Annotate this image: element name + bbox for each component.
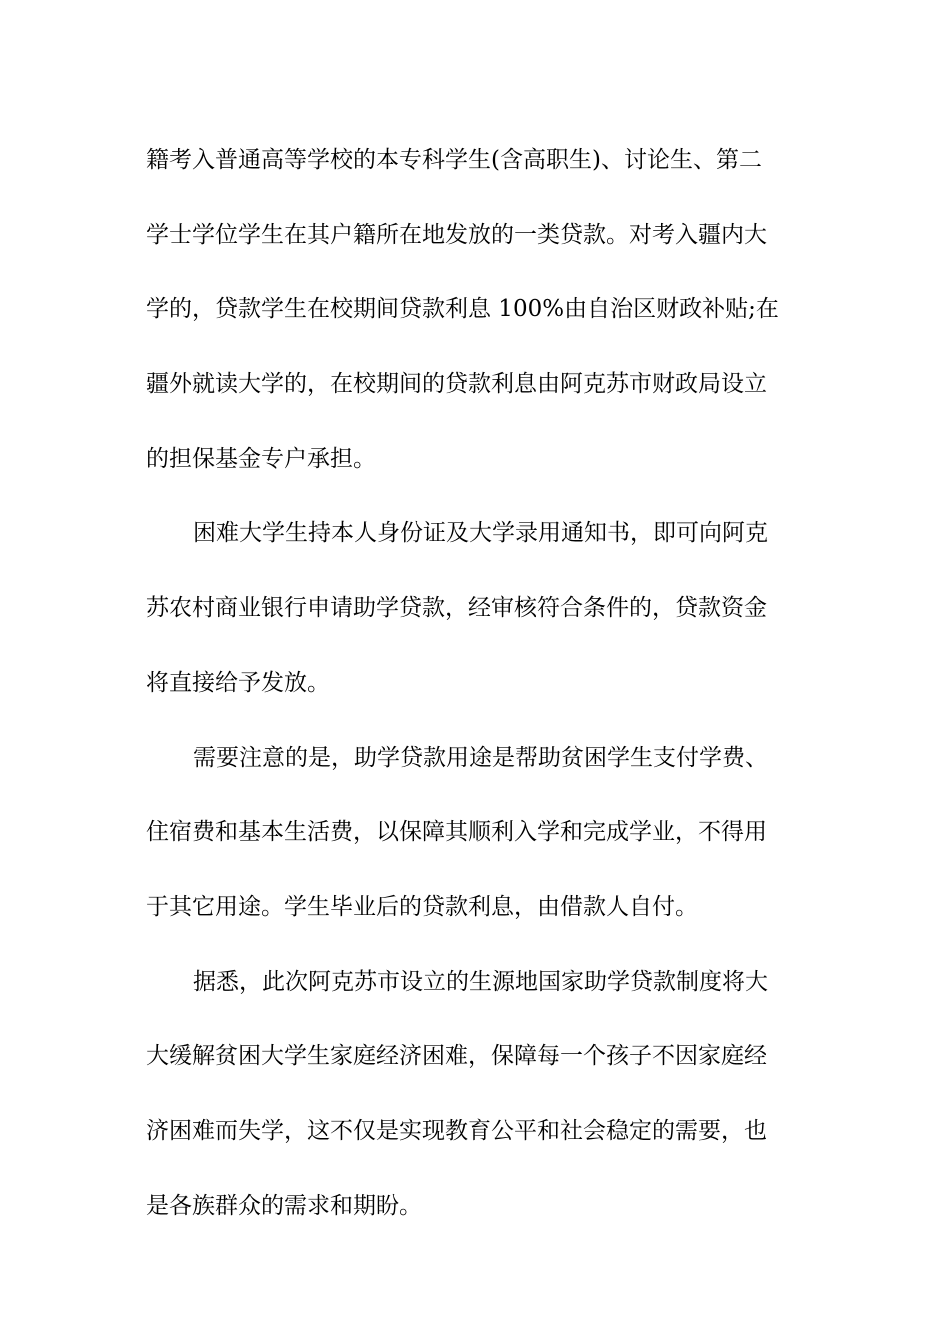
text-line: 苏农村商业银行申请助学贷款，经审核符合条件的，贷款资金	[146, 595, 767, 622]
text-line: 济困难而失学，这不仅是实现教育公平和社会稳定的需要，也	[146, 1117, 767, 1144]
text-line: 疆外就读大学的，在校期间的贷款利息由阿克苏市财政局设立	[146, 371, 767, 398]
text-line: 大缓解贫困大学生家庭经济困难，保障每一个孩子不因家庭经	[146, 1043, 767, 1070]
text-line: 的担保基金专户承担。	[146, 445, 376, 472]
paragraph-first-line: 困难大学生持本人身份证及大学录用通知书，即可向阿克	[193, 520, 768, 547]
text-line: 是各族群众的需求和期盼。	[146, 1192, 422, 1219]
text-line: 将直接给予发放。	[146, 669, 330, 696]
body-text	[146, 132, 806, 1252]
paragraph-first-line: 据悉，此次阿克苏市设立的生源地国家助学贷款制度将大	[193, 968, 768, 995]
paragraph-first-line: 需要注意的是，助学贷款用途是帮助贫困学生支付学费、	[193, 744, 768, 771]
text-line: 住宿费和基本生活费，以保障其顺利入学和完成学业，不得用	[146, 819, 767, 846]
text-line: 于其它用途。学生毕业后的贷款利息，由借款人自付。	[146, 893, 698, 920]
text-line: 学的，贷款学生在校期间贷款利息 100%由自治区财政补贴;在	[146, 296, 779, 323]
text-line: 学士学位学生在其户籍所在地发放的一类贷款。对考入疆内大	[146, 221, 767, 248]
text-line: 籍考入普通高等学校的本专科学生(含高职生)、讨论生、第二	[146, 147, 762, 173]
